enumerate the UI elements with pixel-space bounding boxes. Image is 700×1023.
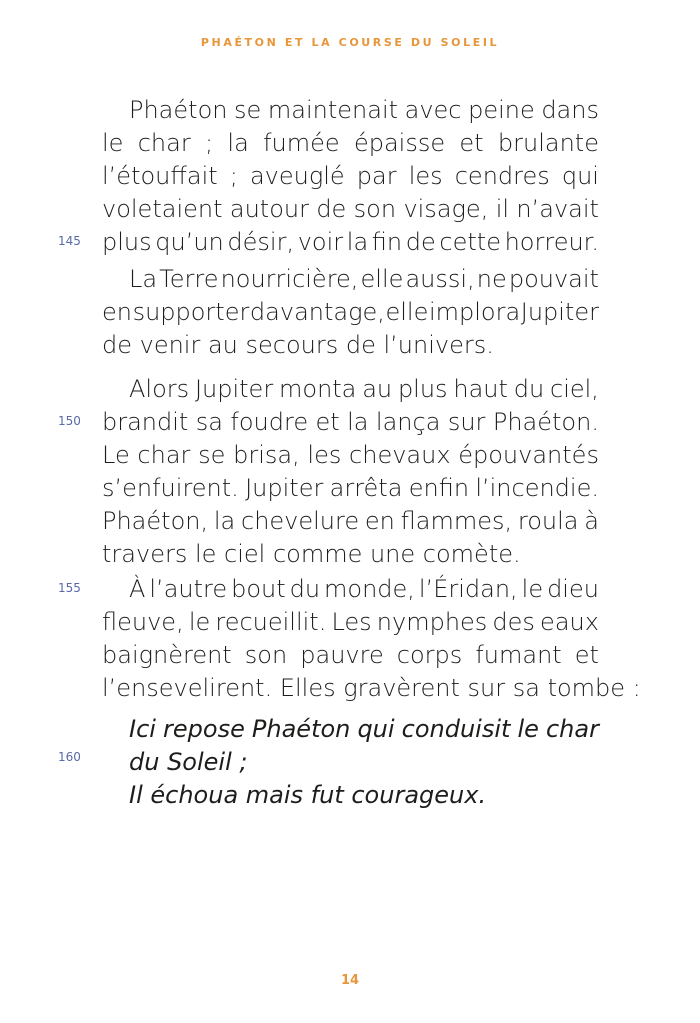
text-line: Phaéton se maintenait avec peine dans bbox=[129, 96, 599, 124]
epitaph-line: du Soleil ; bbox=[129, 748, 248, 776]
text-line: Alors Jupiter monta au plus haut du ciel, bbox=[129, 375, 599, 403]
text-line: de venir au secours de l’univers. bbox=[102, 331, 494, 359]
line-number: 145 bbox=[58, 234, 81, 248]
text-line: Phaéton, la chevelure en flammes, roula à bbox=[102, 507, 599, 535]
text-line: baignèrent son pauvre corps fumant et bbox=[102, 641, 599, 669]
text-line: À l’autre bout du monde, l’Éridan, le dieu bbox=[129, 575, 599, 603]
epitaph-line: Ici repose Phaéton qui conduisit le char bbox=[129, 715, 599, 743]
text-line: plus qu’un désir, voir la fin de cette horreur. bbox=[102, 228, 599, 256]
page-number: 14 bbox=[340, 973, 360, 988]
line-number: 160 bbox=[58, 750, 81, 764]
text-line: fleuve, le recueillit. Les nymphes des eaux bbox=[102, 608, 599, 636]
text-line: en supporter davantage, elle implora Jupiter bbox=[102, 298, 599, 326]
text-line: Le char se brisa, les chevaux épouvantés bbox=[102, 441, 599, 469]
text-line: l’étouffait ; aveuglé par les cendres qui bbox=[102, 162, 599, 190]
text-line: travers le ciel comme une comète. bbox=[102, 540, 521, 568]
running-head: PHAÉTON ET LA COURSE DU SOLEIL bbox=[200, 36, 500, 49]
line-number: 150 bbox=[58, 414, 81, 428]
text-line: le char ; la fumée épaisse et brulante bbox=[102, 129, 599, 157]
epitaph-line: Il échoua mais fut courageux. bbox=[129, 781, 487, 809]
text-line: La Terre nourricière, elle aussi, ne pouvait bbox=[129, 265, 599, 293]
text-line: s’enfuirent. Jupiter arrêta enfin l’incendie. bbox=[102, 474, 599, 502]
text-line: l’ensevelirent. Elles gravèrent sur sa tombe : bbox=[102, 674, 641, 702]
text-line: voletaient autour de son visage, il n’avait bbox=[102, 195, 599, 223]
text-line: brandit sa foudre et la lança sur Phaéton. bbox=[102, 408, 599, 436]
line-number: 155 bbox=[58, 581, 81, 595]
